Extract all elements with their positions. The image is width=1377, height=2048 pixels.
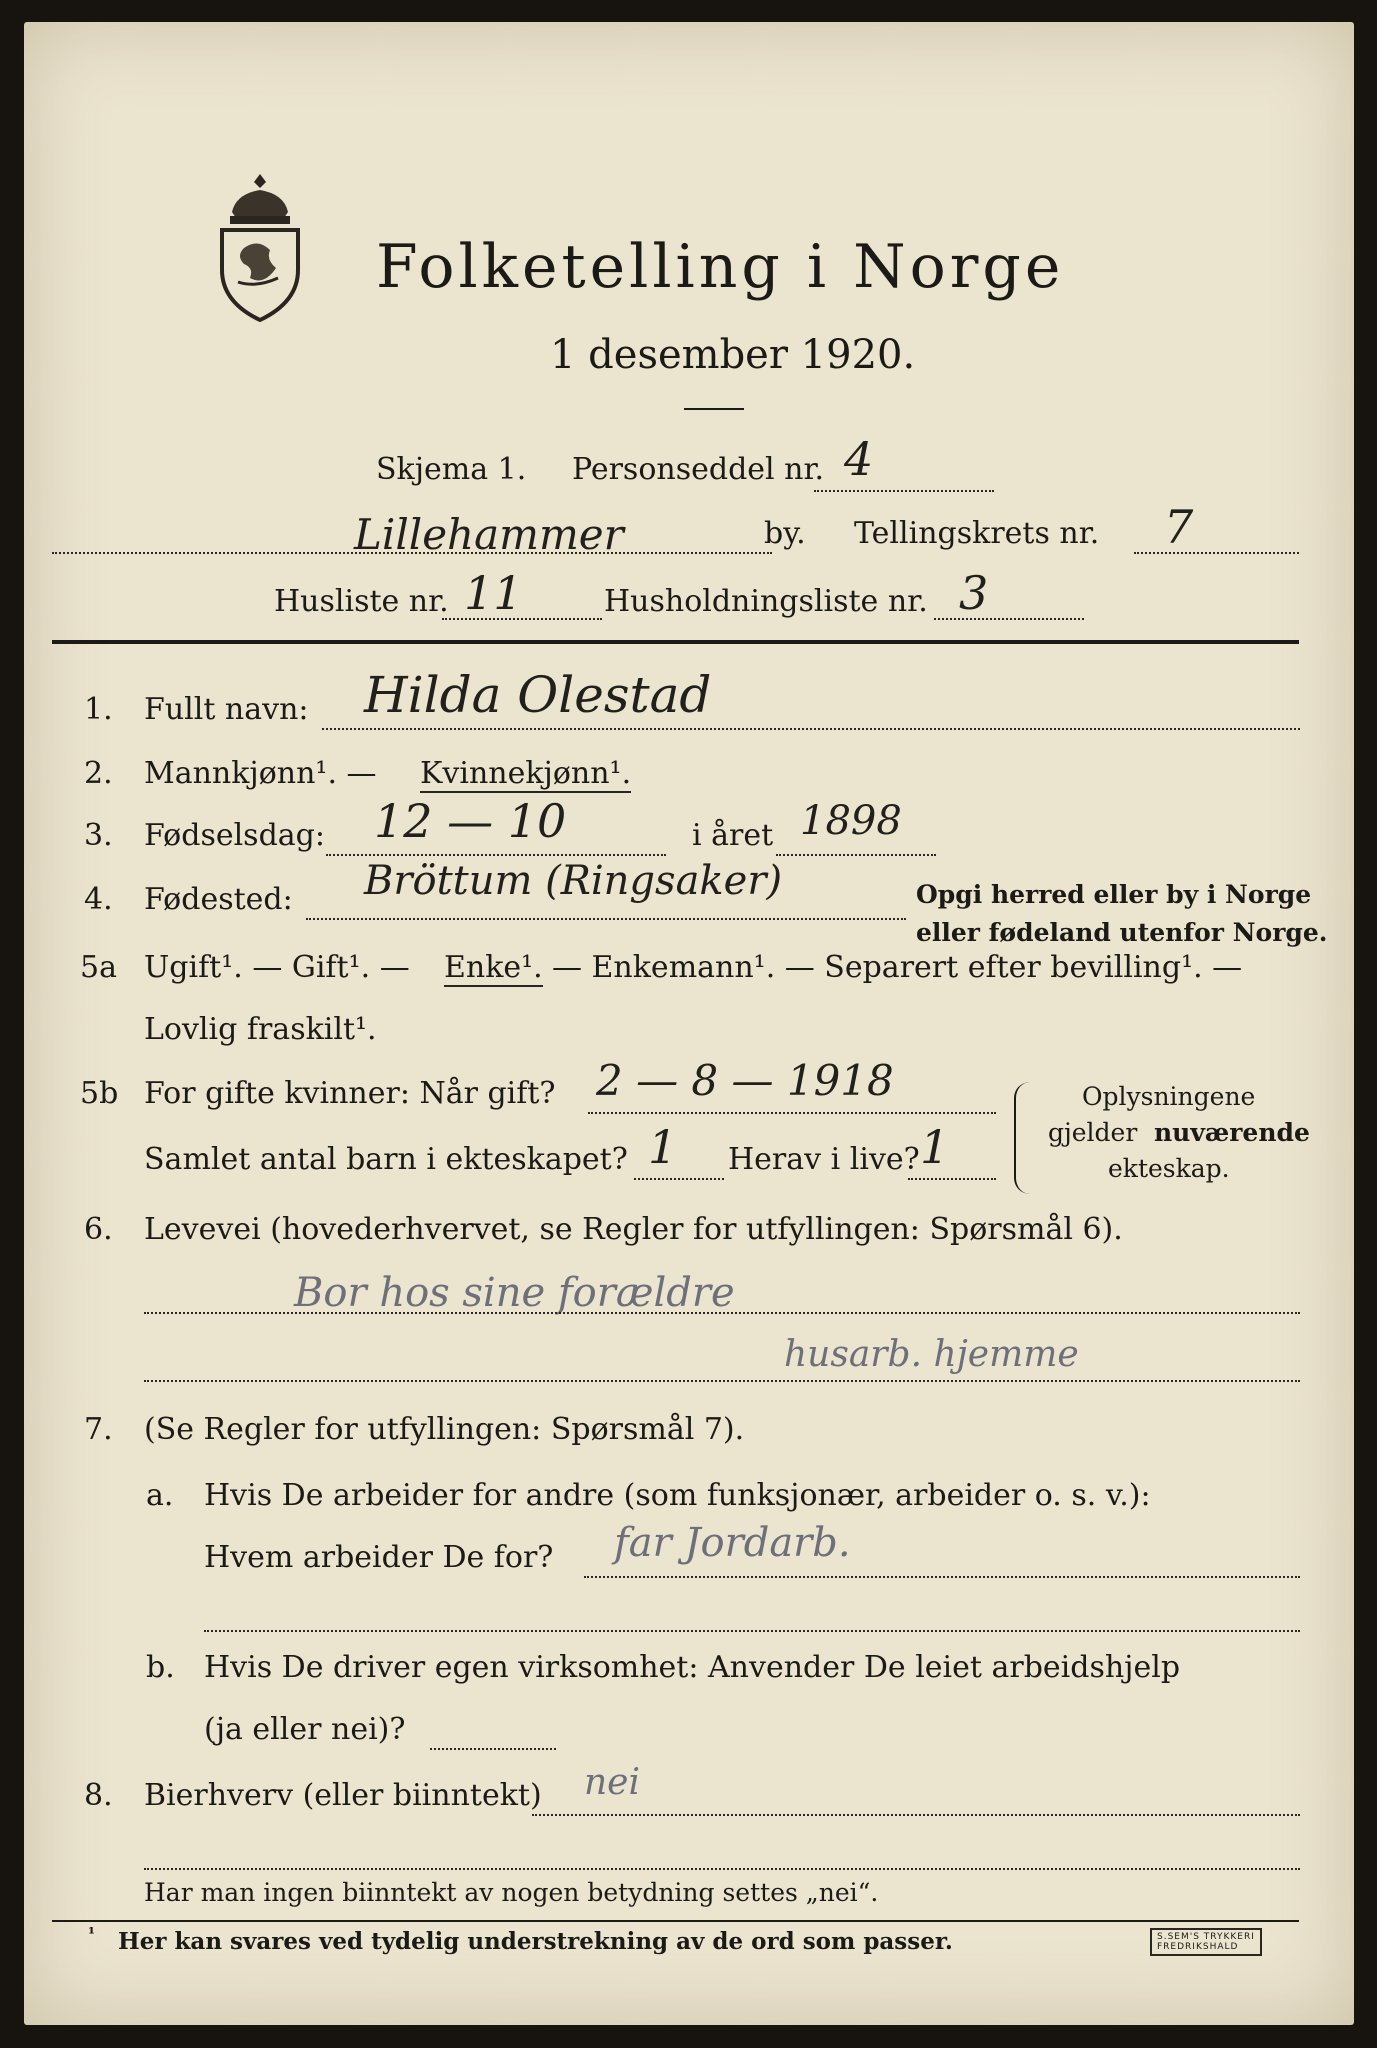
- q7a-letter: a.: [146, 1478, 174, 1513]
- q7b-letter: b.: [146, 1650, 175, 1685]
- q5b-note-line2a: gjelder: [1048, 1118, 1138, 1147]
- personseddel-line: [814, 490, 994, 492]
- q5b-note-line3: ekteskap.: [1108, 1154, 1230, 1183]
- q3-number: 3.: [84, 818, 113, 853]
- coat-of-arms-icon: [214, 172, 306, 322]
- q6-line2: [144, 1380, 1300, 1382]
- q7a-line1: [584, 1576, 1300, 1578]
- q5b-note-bracket: [1014, 1082, 1030, 1194]
- q7a-question: Hvem arbeider De for?: [204, 1540, 554, 1575]
- q2-kvinnekjonn: Kvinnekjønn¹.: [420, 756, 632, 791]
- by-value: Lillehammer: [354, 510, 624, 559]
- by-label: by.: [764, 516, 806, 551]
- printer-stamp-line2: FREDRIKSHALD: [1157, 1942, 1239, 1952]
- census-form: [24, 22, 1354, 2025]
- q8-line1: [532, 1814, 1300, 1816]
- q5b-note-line1: Oplysningene: [1082, 1082, 1256, 1111]
- q2-mannkjonn: Mannkjønn¹. —: [144, 756, 377, 791]
- q6-value-line1: Bor hos sine forældre: [294, 1270, 735, 1316]
- q7-label: (Se Regler for utfyllingen: Spørsmål 7).: [144, 1412, 745, 1447]
- q5b-live-line: [908, 1178, 996, 1180]
- q8-line2: [144, 1868, 1300, 1870]
- printer-stamp-line1: S.SEM'S TRYKKERI: [1157, 1932, 1255, 1942]
- personseddel-label: Personseddel nr.: [572, 452, 825, 487]
- personseddel-value: 4: [844, 432, 874, 486]
- q2-number: 2.: [84, 756, 113, 791]
- biinntekt-note: Har man ingen biinntekt av nogen betydning settes „nei“.: [144, 1878, 879, 1907]
- q4-note-line1: Opgi herred eller by i Norge: [916, 880, 1312, 909]
- husliste-label: Husliste nr.: [274, 584, 449, 619]
- q3-year-label: i året: [692, 818, 774, 853]
- q3-year-line: [776, 854, 936, 856]
- q5a-ugift-gift: Ugift¹. — Gift¹. —: [144, 950, 410, 985]
- q5a-rest: — Enkemann¹. — Separert efter bevilling¹. —: [552, 950, 1243, 985]
- tellingskrets-value: 7: [1164, 500, 1194, 554]
- header-rule: [52, 640, 1299, 644]
- q7-number: 7.: [84, 1412, 113, 1447]
- q6-line1: [144, 1312, 1300, 1314]
- q7a-value: far Jordarb.: [614, 1520, 851, 1566]
- husholdningsliste-value: 3: [959, 566, 989, 620]
- footnote-mark: ¹: [88, 1924, 96, 1943]
- q6-number: 6.: [84, 1212, 113, 1247]
- q1-label: Fullt navn:: [144, 692, 309, 727]
- q3-label: Fødselsdag:: [144, 818, 325, 853]
- q3-value: 12 — 10: [374, 794, 567, 848]
- q8-value: nei: [584, 1762, 641, 1803]
- title-divider: [684, 408, 744, 410]
- husholdningsliste-line: [934, 618, 1084, 620]
- printer-stamp: [1150, 1928, 1262, 1956]
- form-title: Folketelling i Norge: [376, 232, 1065, 302]
- q7b-line: [430, 1748, 556, 1750]
- q5b-gift-line: [588, 1112, 996, 1114]
- q7b-label: Hvis De driver egen virksomhet: Anvender De leiet arbeidshjelp: [204, 1650, 1181, 1685]
- tellingskrets-line: [1134, 552, 1299, 554]
- tellingskrets-label: Tellingskrets nr.: [854, 516, 1100, 551]
- q5b-gift-value: 2 — 8 — 1918: [596, 1056, 894, 1105]
- husliste-value: 11: [464, 566, 523, 620]
- q1-line: [322, 728, 1300, 730]
- q4-label: Fødested:: [144, 882, 293, 917]
- husholdningsliste-label: Husholdningsliste nr.: [604, 584, 928, 619]
- skjema-label: Skjema 1.: [376, 452, 527, 487]
- q3-line: [326, 854, 666, 856]
- footnote-text: Her kan svares ved tydelig understrekning av de ord som passer.: [118, 1928, 953, 1955]
- q4-line: [306, 918, 906, 920]
- q5a-enke: Enke¹.: [444, 950, 543, 985]
- q6-value-line2: husarb. hjemme: [784, 1334, 1079, 1375]
- q5b-note-line2b: nuværende: [1154, 1118, 1310, 1147]
- footer-rule: [52, 1920, 1299, 1922]
- q7b-question: (ja eller nei)?: [204, 1712, 406, 1747]
- q3-year-value: 1898: [800, 798, 902, 844]
- q4-note-line2: eller fødeland utenfor Norge.: [916, 918, 1328, 947]
- q5b-label: For gifte kvinner: Når gift?: [144, 1076, 556, 1111]
- q5b-live-value: 1: [920, 1120, 950, 1174]
- census-date: 1 desember 1920.: [550, 332, 916, 378]
- q5b-barn-value: 1: [648, 1120, 678, 1174]
- q4-number: 4.: [84, 882, 113, 917]
- q4-value: Bröttum (Ringsaker): [364, 858, 783, 904]
- q5b-number: 5b: [80, 1076, 119, 1111]
- q5a-line2: Lovlig fraskilt¹.: [144, 1012, 377, 1047]
- q1-number: 1.: [84, 692, 113, 727]
- q8-number: 8.: [84, 1778, 113, 1813]
- q5b-live-label: Herav i live?: [728, 1142, 920, 1177]
- q1-value: Hilda Olestad: [364, 666, 712, 724]
- q7a-line2: [204, 1630, 1300, 1632]
- q6-label: Levevei (hovederhvervet, se Regler for utfyllingen: Spørsmål 6).: [144, 1212, 1123, 1247]
- q5b-barn-line: [634, 1178, 724, 1180]
- q8-label: Bierhverv (eller biinntekt): [144, 1778, 542, 1813]
- q7a-label: Hvis De arbeider for andre (som funksjonær, arbeider o. s. v.):: [204, 1478, 1151, 1513]
- q5b-barn-label: Samlet antal barn i ekteskapet?: [144, 1142, 628, 1177]
- q5a-number: 5a: [80, 950, 117, 985]
